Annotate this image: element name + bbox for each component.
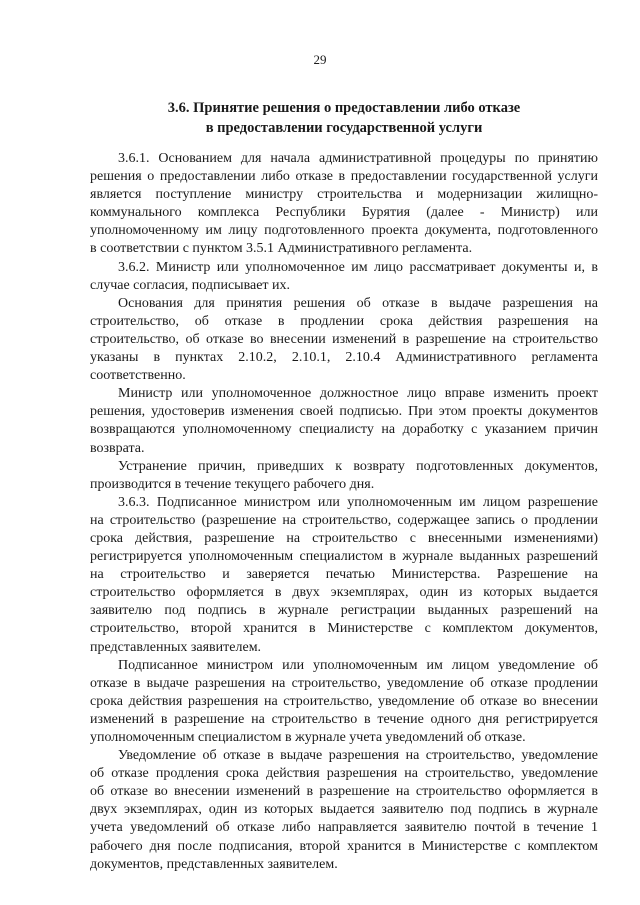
text-line: изменений в разрешение на строительство в течение одного дня регистрируется bbox=[90, 711, 598, 727]
text-line: 3.6.2. Министр или уполномоченное им лицо рассматривает документы и, в bbox=[118, 259, 598, 275]
text-line: строительство, об отказе в продлении срока действия разрешения на bbox=[90, 313, 598, 329]
paragraph bbox=[90, 657, 598, 747]
text-line: строительство оформляется в двух экземплярах, один из которых выдается bbox=[90, 585, 598, 601]
text-line: Уведомление об отказе в выдаче разрешения на строительство, уведомление bbox=[118, 748, 598, 764]
text-line: в соответствии с пунктом 3.5.1 Административного регламента. bbox=[90, 241, 473, 257]
heading-line: в предоставлении государственной услуги bbox=[205, 120, 483, 136]
text-line: двух экземплярах, один из которых выдается заявителю под подпись в журнале bbox=[90, 802, 598, 818]
text-line: возврата. bbox=[90, 440, 145, 456]
paragraph bbox=[90, 385, 598, 457]
text-line: об отказе во внесении изменений в разрешение на строительство оформляется в bbox=[90, 784, 598, 800]
text-line: решения о предоставлении либо отказе в предоставлении государственной услуги bbox=[90, 169, 598, 185]
text-line: производится в течение текущего рабочего дня. bbox=[90, 476, 375, 492]
text-line: указаны в пунктах 2.10.2, 2.10.1, 2.10.4 Административного регламента bbox=[90, 350, 598, 366]
text-line: Министр или уполномоченное должностное лицо вправе изменить проект bbox=[118, 386, 598, 402]
text-line: отказе в выдаче разрешения на строительство, уведомление об отказе продлении bbox=[90, 675, 598, 691]
text-line: об отказе продления срока действия разрешения на строительство, уведомление bbox=[90, 766, 598, 782]
text-line: решения, удостоверив изменения своей подписью. При этом проекты документов bbox=[90, 404, 598, 420]
document-body bbox=[90, 150, 598, 874]
section-heading bbox=[90, 98, 598, 138]
text-line: срока действия разрешения на строительство, уведомление об отказе во внесении bbox=[90, 693, 598, 709]
paragraph bbox=[90, 458, 598, 494]
text-line: заявителю под подпись в журнале регистрации выданных разрешений на bbox=[90, 603, 598, 619]
text-line: регистрируется уполномоченным специалистом в журнале выданных разрешений bbox=[90, 549, 598, 565]
paragraph bbox=[90, 295, 598, 385]
paragraph bbox=[90, 747, 598, 874]
text-line: является поступление министру строительства и модернизации жилищно- bbox=[90, 187, 598, 203]
text-line: рабочего дня после подписания, второй хранится в Министерстве с комплектом bbox=[90, 838, 598, 854]
text-line: уполномоченным специалистом в журнале учета уведомлений об отказе. bbox=[90, 730, 526, 745]
text-line: срока действия, разрешение на строительство с внесенными изменениями) bbox=[90, 530, 598, 546]
text-line: строительство, об отказе во внесении изменений в разрешение на строительство bbox=[90, 331, 598, 347]
page-number: 29 bbox=[313, 52, 327, 67]
text-line: документов, представленных заявителем. bbox=[90, 856, 338, 872]
text-line: 3.6.3. Подписанное министром или уполномоченным им лицом разрешение bbox=[118, 494, 598, 510]
text-line: учета уведомлений об отказе либо направляется заявителю почтой в течение 1 bbox=[90, 820, 598, 836]
text-line: 3.6.1. Основанием для начала административной процедуры по принятию bbox=[118, 151, 598, 166]
text-line: возвращаются уполномоченному специалисту на доработку с указанием причин bbox=[90, 422, 598, 438]
text-line: Подписанное министром или уполномоченным им лицом уведомление об bbox=[118, 657, 598, 673]
text-line: случае согласия, подписывает их. bbox=[90, 277, 291, 293]
text-line: уполномоченному им лицу подготовленного проекта документа, подготовленного bbox=[90, 223, 598, 239]
paragraph bbox=[90, 494, 598, 657]
text-line: на строительство и заверяется печатью Министерства. Разрешение на bbox=[90, 567, 598, 583]
text-line: строительство, второй хранится в Министерстве с комплектом документов, bbox=[90, 621, 598, 637]
text-line: Устранение причин, приведших к возврату подготовленных документов, bbox=[118, 458, 598, 474]
text-line: коммунального комплекса Республики Бурятия (далее - Министр) или bbox=[90, 205, 598, 221]
paragraph bbox=[90, 150, 598, 259]
text-line: представленных заявителем. bbox=[90, 639, 262, 655]
paragraph bbox=[90, 259, 598, 295]
text-line: Основания для принятия решения об отказе в выдаче разрешения на bbox=[118, 295, 598, 311]
heading-line: 3.6. Принятие решения о предоставлении либо отказе bbox=[167, 100, 521, 116]
text-line: на строительство (разрешение на строительство, содержащее запись о продлении bbox=[90, 512, 598, 528]
text-line: соответственно. bbox=[90, 368, 186, 384]
